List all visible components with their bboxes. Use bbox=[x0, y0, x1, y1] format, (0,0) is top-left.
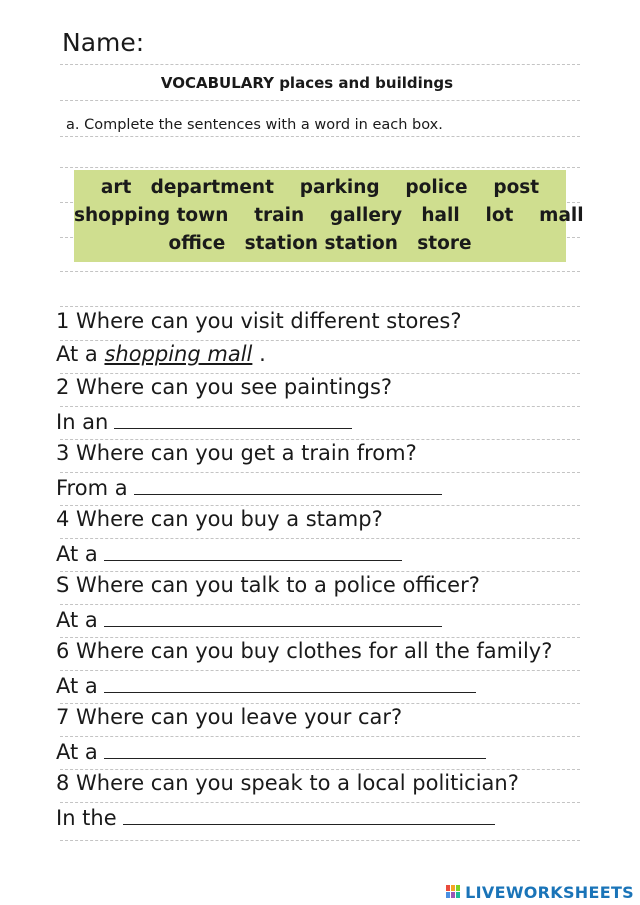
answer-prefix: At a bbox=[56, 608, 98, 632]
word: department bbox=[150, 177, 274, 198]
answer-line-4 bbox=[56, 542, 402, 565]
answer-blank[interactable] bbox=[104, 608, 442, 627]
answer-line-5 bbox=[56, 608, 442, 631]
word-bank-row-3 bbox=[74, 233, 606, 254]
question-6: 6 Where can you buy clothes for all the family? bbox=[56, 639, 553, 663]
instruction-text: a. Complete the sentences with a word in each box. bbox=[66, 117, 443, 133]
answer-blank[interactable] bbox=[104, 542, 402, 561]
answer-suffix: . bbox=[259, 342, 266, 366]
word: police bbox=[405, 177, 468, 198]
question-4: 4 Where can you buy a stamp? bbox=[56, 507, 383, 531]
question-1: 1 Where can you visit different stores? bbox=[56, 309, 462, 333]
answer-prefix: From a bbox=[56, 476, 128, 500]
word: train bbox=[254, 205, 305, 226]
answer-prefix: At a bbox=[56, 542, 98, 566]
question-2: 2 Where can you see paintings? bbox=[56, 375, 393, 399]
word: station bbox=[244, 233, 319, 254]
word: art bbox=[100, 177, 132, 198]
answer-blank[interactable] bbox=[104, 740, 486, 759]
liveworksheets-icon bbox=[446, 885, 462, 899]
answer-line-1 bbox=[56, 344, 266, 365]
answer-line-2 bbox=[56, 410, 352, 433]
question-8: 8 Where can you speak to a local politician? bbox=[56, 771, 519, 795]
word-bank-row-2 bbox=[74, 205, 584, 226]
answer-line-8 bbox=[56, 806, 495, 829]
answer-text: shopping mall bbox=[104, 342, 253, 366]
brand-name: LIVEWORKSHEETS bbox=[465, 883, 634, 902]
answer-blank[interactable] bbox=[134, 476, 442, 495]
word: hall bbox=[421, 205, 460, 226]
answer-line-3 bbox=[56, 476, 442, 499]
question-3: 3 Where can you get a train from? bbox=[56, 441, 417, 465]
answer-blank[interactable] bbox=[123, 806, 495, 825]
word: shopping bbox=[74, 205, 171, 226]
question-5: S Where can you talk to a police officer? bbox=[56, 573, 480, 597]
word: town bbox=[176, 205, 229, 226]
word: station bbox=[324, 233, 398, 254]
word-bank bbox=[74, 170, 584, 262]
worksheet-title: VOCABULARY places and buildings bbox=[160, 74, 454, 92]
answer-line-7 bbox=[56, 740, 486, 763]
word: store bbox=[417, 233, 472, 254]
word: mall bbox=[539, 205, 584, 226]
word: gallery bbox=[329, 205, 403, 226]
word: lot bbox=[485, 205, 514, 226]
word: parking bbox=[299, 177, 380, 198]
word-bank-row-1 bbox=[74, 177, 580, 198]
answer-prefix: In an bbox=[56, 410, 109, 434]
answer-prefix: At a bbox=[56, 740, 98, 764]
answer-prefix: At a bbox=[56, 342, 98, 366]
answer-blank[interactable] bbox=[104, 674, 476, 693]
name-label: Name: bbox=[62, 28, 145, 57]
answer-prefix: In the bbox=[56, 806, 117, 830]
word: office bbox=[168, 233, 226, 254]
question-7: 7 Where can you leave your car? bbox=[56, 705, 403, 729]
liveworksheets-logo[interactable] bbox=[446, 883, 634, 902]
word: post bbox=[493, 177, 540, 198]
answer-prefix: At a bbox=[56, 674, 98, 698]
answer-line-6 bbox=[56, 674, 476, 697]
answer-blank[interactable] bbox=[114, 410, 352, 429]
